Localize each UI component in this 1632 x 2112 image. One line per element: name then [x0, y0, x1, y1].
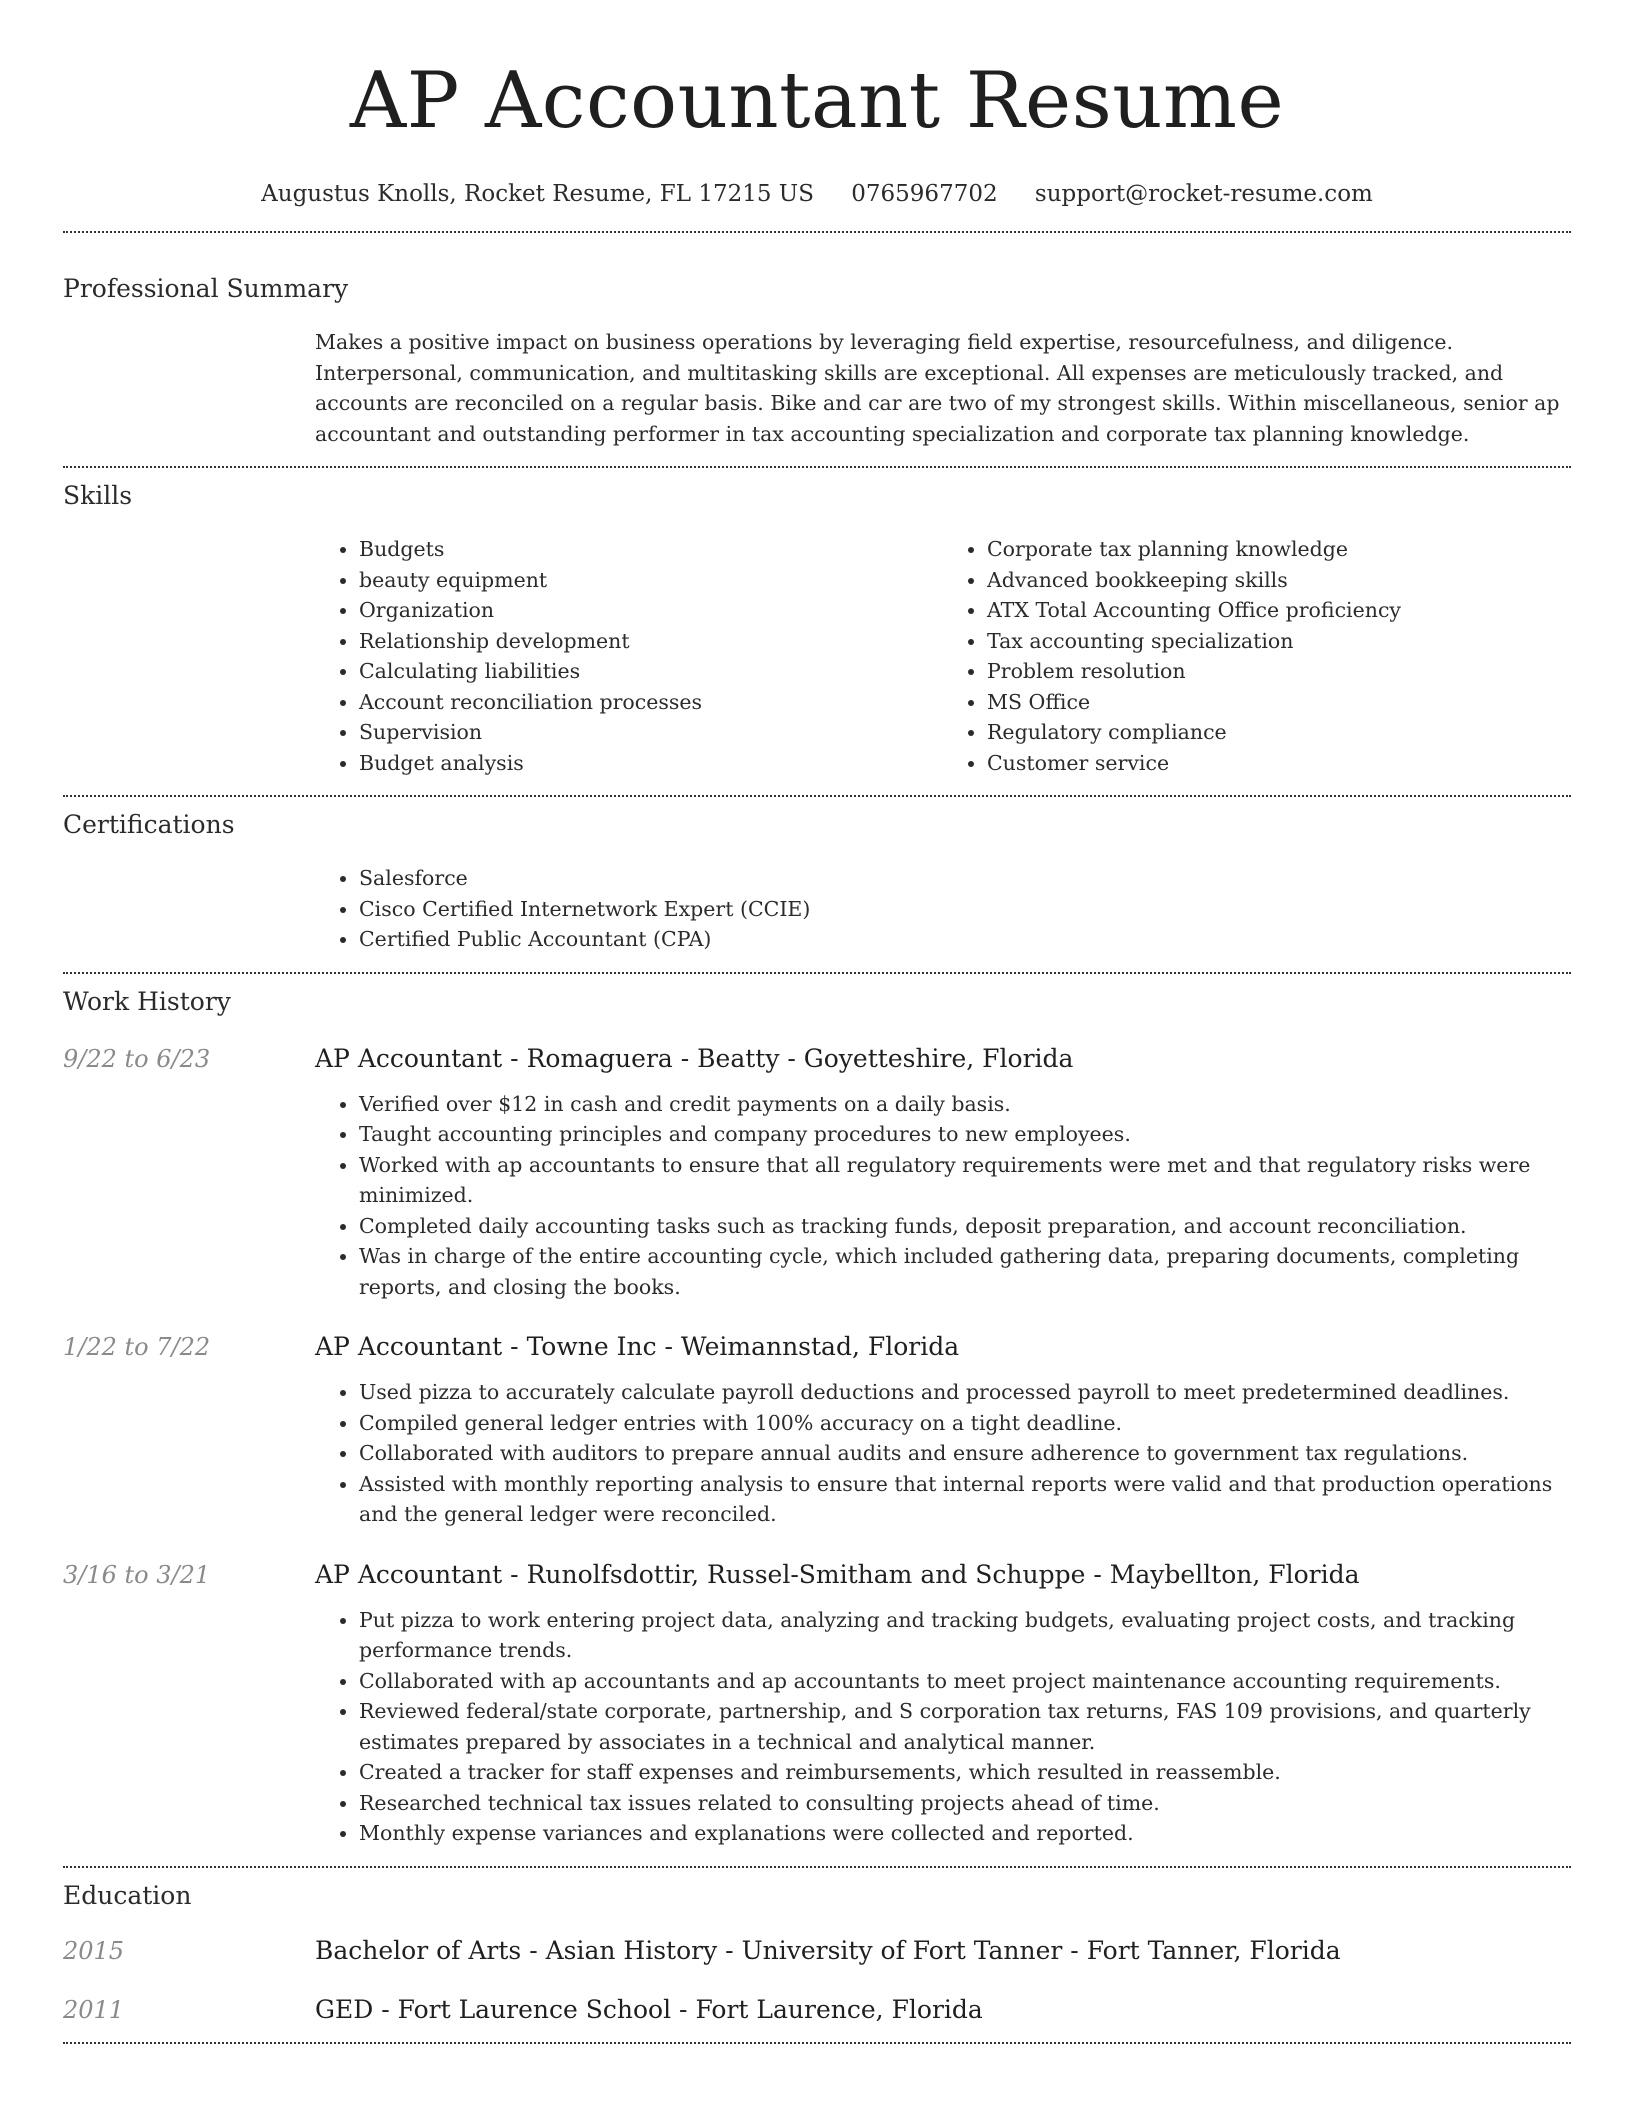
skill-item: • MS Office — [987, 687, 1571, 718]
certification-item: • Salesforce — [359, 863, 1571, 894]
summary-text: Makes a positive impact on business operations by leveraging field expertise, resourcefulness, and diligence. Interpersonal, communication, and multitasking skills are exceptional. All expenses are meticulously tracked, and accounts are reconciled on a regular basis. Bike and car are two of my strongest skills. Within miscellaneous, senior ap accountant and outstanding performer in tax accounting specialization and corporate tax planning knowledge. — [315, 330, 1560, 446]
skills-heading: Skills — [63, 481, 133, 510]
summary-heading: Professional Summary — [63, 274, 349, 303]
job-bullet: • Collaborated with ap accountants and ap accountants to meet project maintenance accounting requirements. — [359, 1666, 1571, 1697]
skill-item: • Account reconciliation processes — [359, 687, 943, 718]
job-bullet: • Completed daily accounting tasks such as tracking funds, deposit preparation, and account reconciliation. — [359, 1211, 1571, 1242]
job-bullets — [315, 1605, 1571, 1849]
skills-section — [63, 480, 1571, 778]
job-bullets-wrap — [315, 1377, 1571, 1530]
job-entry — [63, 1560, 1571, 1849]
skill-item: • Supervision — [359, 717, 943, 748]
job-bullet: • Collaborated with auditors to prepare annual audits and ensure adherence to government tax regulations. — [359, 1438, 1571, 1469]
skill-item: • Regulatory compliance — [987, 717, 1571, 748]
education-entry — [63, 1936, 1571, 1965]
job-bullet: • Monthly expense variances and explanations were collected and reported. — [359, 1818, 1571, 1849]
certifications-list — [315, 863, 1571, 955]
certifications-list-wrap — [315, 863, 1571, 955]
skills-grid — [315, 534, 1571, 778]
job-entry — [63, 1044, 1571, 1303]
section-divider — [63, 795, 1571, 797]
contact-line — [63, 178, 1571, 210]
section-divider — [63, 2042, 1571, 2044]
skills-list-right — [943, 534, 1571, 778]
job-bullet: • Worked with ap accountants to ensure that all regulatory requirements were met and that regulatory risks were minimized. — [359, 1150, 1571, 1211]
certifications-heading: Certifications — [63, 810, 235, 839]
skill-item: • Advanced bookkeeping skills — [987, 565, 1571, 596]
skill-item: • Budgets — [359, 534, 943, 565]
skill-item: • Relationship development — [359, 626, 943, 657]
job-bullets-wrap — [315, 1605, 1571, 1849]
skill-item: • Budget analysis — [359, 748, 943, 779]
contact-email: support@rocket-resume.com — [1034, 181, 1373, 207]
job-bullet: • Verified over $12 in cash and credit payments on a daily basis. — [359, 1089, 1571, 1120]
job-header — [63, 1560, 1571, 1589]
job-dates: 3/16 to 3/21 — [63, 1560, 211, 1589]
certification-item: • Cisco Certified Internetwork Expert (CCIE) — [359, 894, 1571, 925]
education-detail: Bachelor of Arts - Asian History - University of Fort Tanner - Fort Tanner, Florida — [315, 1935, 1341, 1965]
job-bullet: • Used pizza to accurately calculate payroll deductions and processed payroll to meet predetermined deadlines. — [359, 1377, 1571, 1408]
skill-item: • beauty equipment — [359, 565, 943, 596]
job-bullet: • Put pizza to work entering project data, analyzing and tracking budgets, evaluating project costs, and tracking performance trends. — [359, 1605, 1571, 1666]
certifications-section — [63, 809, 1571, 955]
job-bullets-wrap — [315, 1089, 1571, 1303]
education-entry — [63, 1995, 1571, 2024]
contact-address: Augustus Knolls, Rocket Resume, FL 17215 US — [261, 181, 814, 207]
resume-page — [63, 0, 1571, 2044]
job-bullet: • Taught accounting principles and company procedures to new employees. — [359, 1119, 1571, 1150]
contact-phone: 0765967702 — [851, 181, 998, 207]
education-heading: Education — [63, 1880, 192, 1910]
job-title: AP Accountant - Romaguera - Beatty - Goyetteshire, Florida — [315, 1043, 1074, 1073]
education-section — [63, 1880, 1571, 2024]
job-dates: 1/22 to 7/22 — [63, 1333, 211, 1361]
skill-item: • Organization — [359, 595, 943, 626]
job-header — [63, 1332, 1571, 1361]
job-bullet: • Researched technical tax issues related to consulting projects ahead of time. — [359, 1788, 1571, 1819]
job-bullet: • Reviewed federal/state corporate, partnership, and S corporation tax returns, FAS 109 provisions, and quarterly estimates prepared by associates in a technical and analytical manner. — [359, 1696, 1571, 1757]
summary-section — [63, 273, 1571, 449]
job-bullet: • Compiled general ledger entries with 100% accuracy on a tight deadline. — [359, 1408, 1571, 1439]
section-divider — [63, 231, 1571, 233]
work-section — [63, 986, 1571, 1849]
education-year: 2015 — [63, 1936, 125, 1965]
job-bullet: • Was in charge of the entire accounting cycle, which included gathering data, preparing documents, completing reports, and closing the books. — [359, 1241, 1571, 1302]
job-bullet: • Created a tracker for staff expenses and reimbursements, which resulted in reassemble. — [359, 1757, 1571, 1788]
skill-item: • Corporate tax planning knowledge — [987, 534, 1571, 565]
section-divider — [63, 1866, 1571, 1868]
education-year: 2011 — [63, 1995, 125, 2024]
job-bullet: • Assisted with monthly reporting analysis to ensure that internal reports were valid and that production operations and the general ledger were reconciled. — [359, 1469, 1571, 1530]
job-header — [63, 1044, 1571, 1073]
job-entry — [63, 1332, 1571, 1530]
job-bullets — [315, 1089, 1571, 1303]
skill-item: • Tax accounting specialization — [987, 626, 1571, 657]
certification-item: • Certified Public Accountant (CPA) — [359, 924, 1571, 955]
work-heading: Work History — [63, 986, 231, 1016]
skill-item: • Problem resolution — [987, 656, 1571, 687]
education-detail: GED - Fort Laurence School - Fort Laurence, Florida — [315, 1994, 983, 2024]
section-divider — [63, 972, 1571, 974]
page-title: AP Accountant Resume — [349, 56, 1285, 146]
skill-item: • Customer service — [987, 748, 1571, 779]
section-divider — [63, 466, 1571, 468]
job-bullets — [315, 1377, 1571, 1530]
job-title: AP Accountant - Runolfsdottir, Russel-Smitham and Schuppe - Maybellton, Florida — [315, 1559, 1360, 1589]
job-dates: 9/22 to 6/23 — [63, 1044, 211, 1073]
skill-item: • ATX Total Accounting Office proficiency — [987, 595, 1571, 626]
skills-list-left — [315, 534, 943, 778]
job-title: AP Accountant - Towne Inc - Weimannstad, Florida — [315, 1332, 960, 1361]
skill-item: • Calculating liabilities — [359, 656, 943, 687]
